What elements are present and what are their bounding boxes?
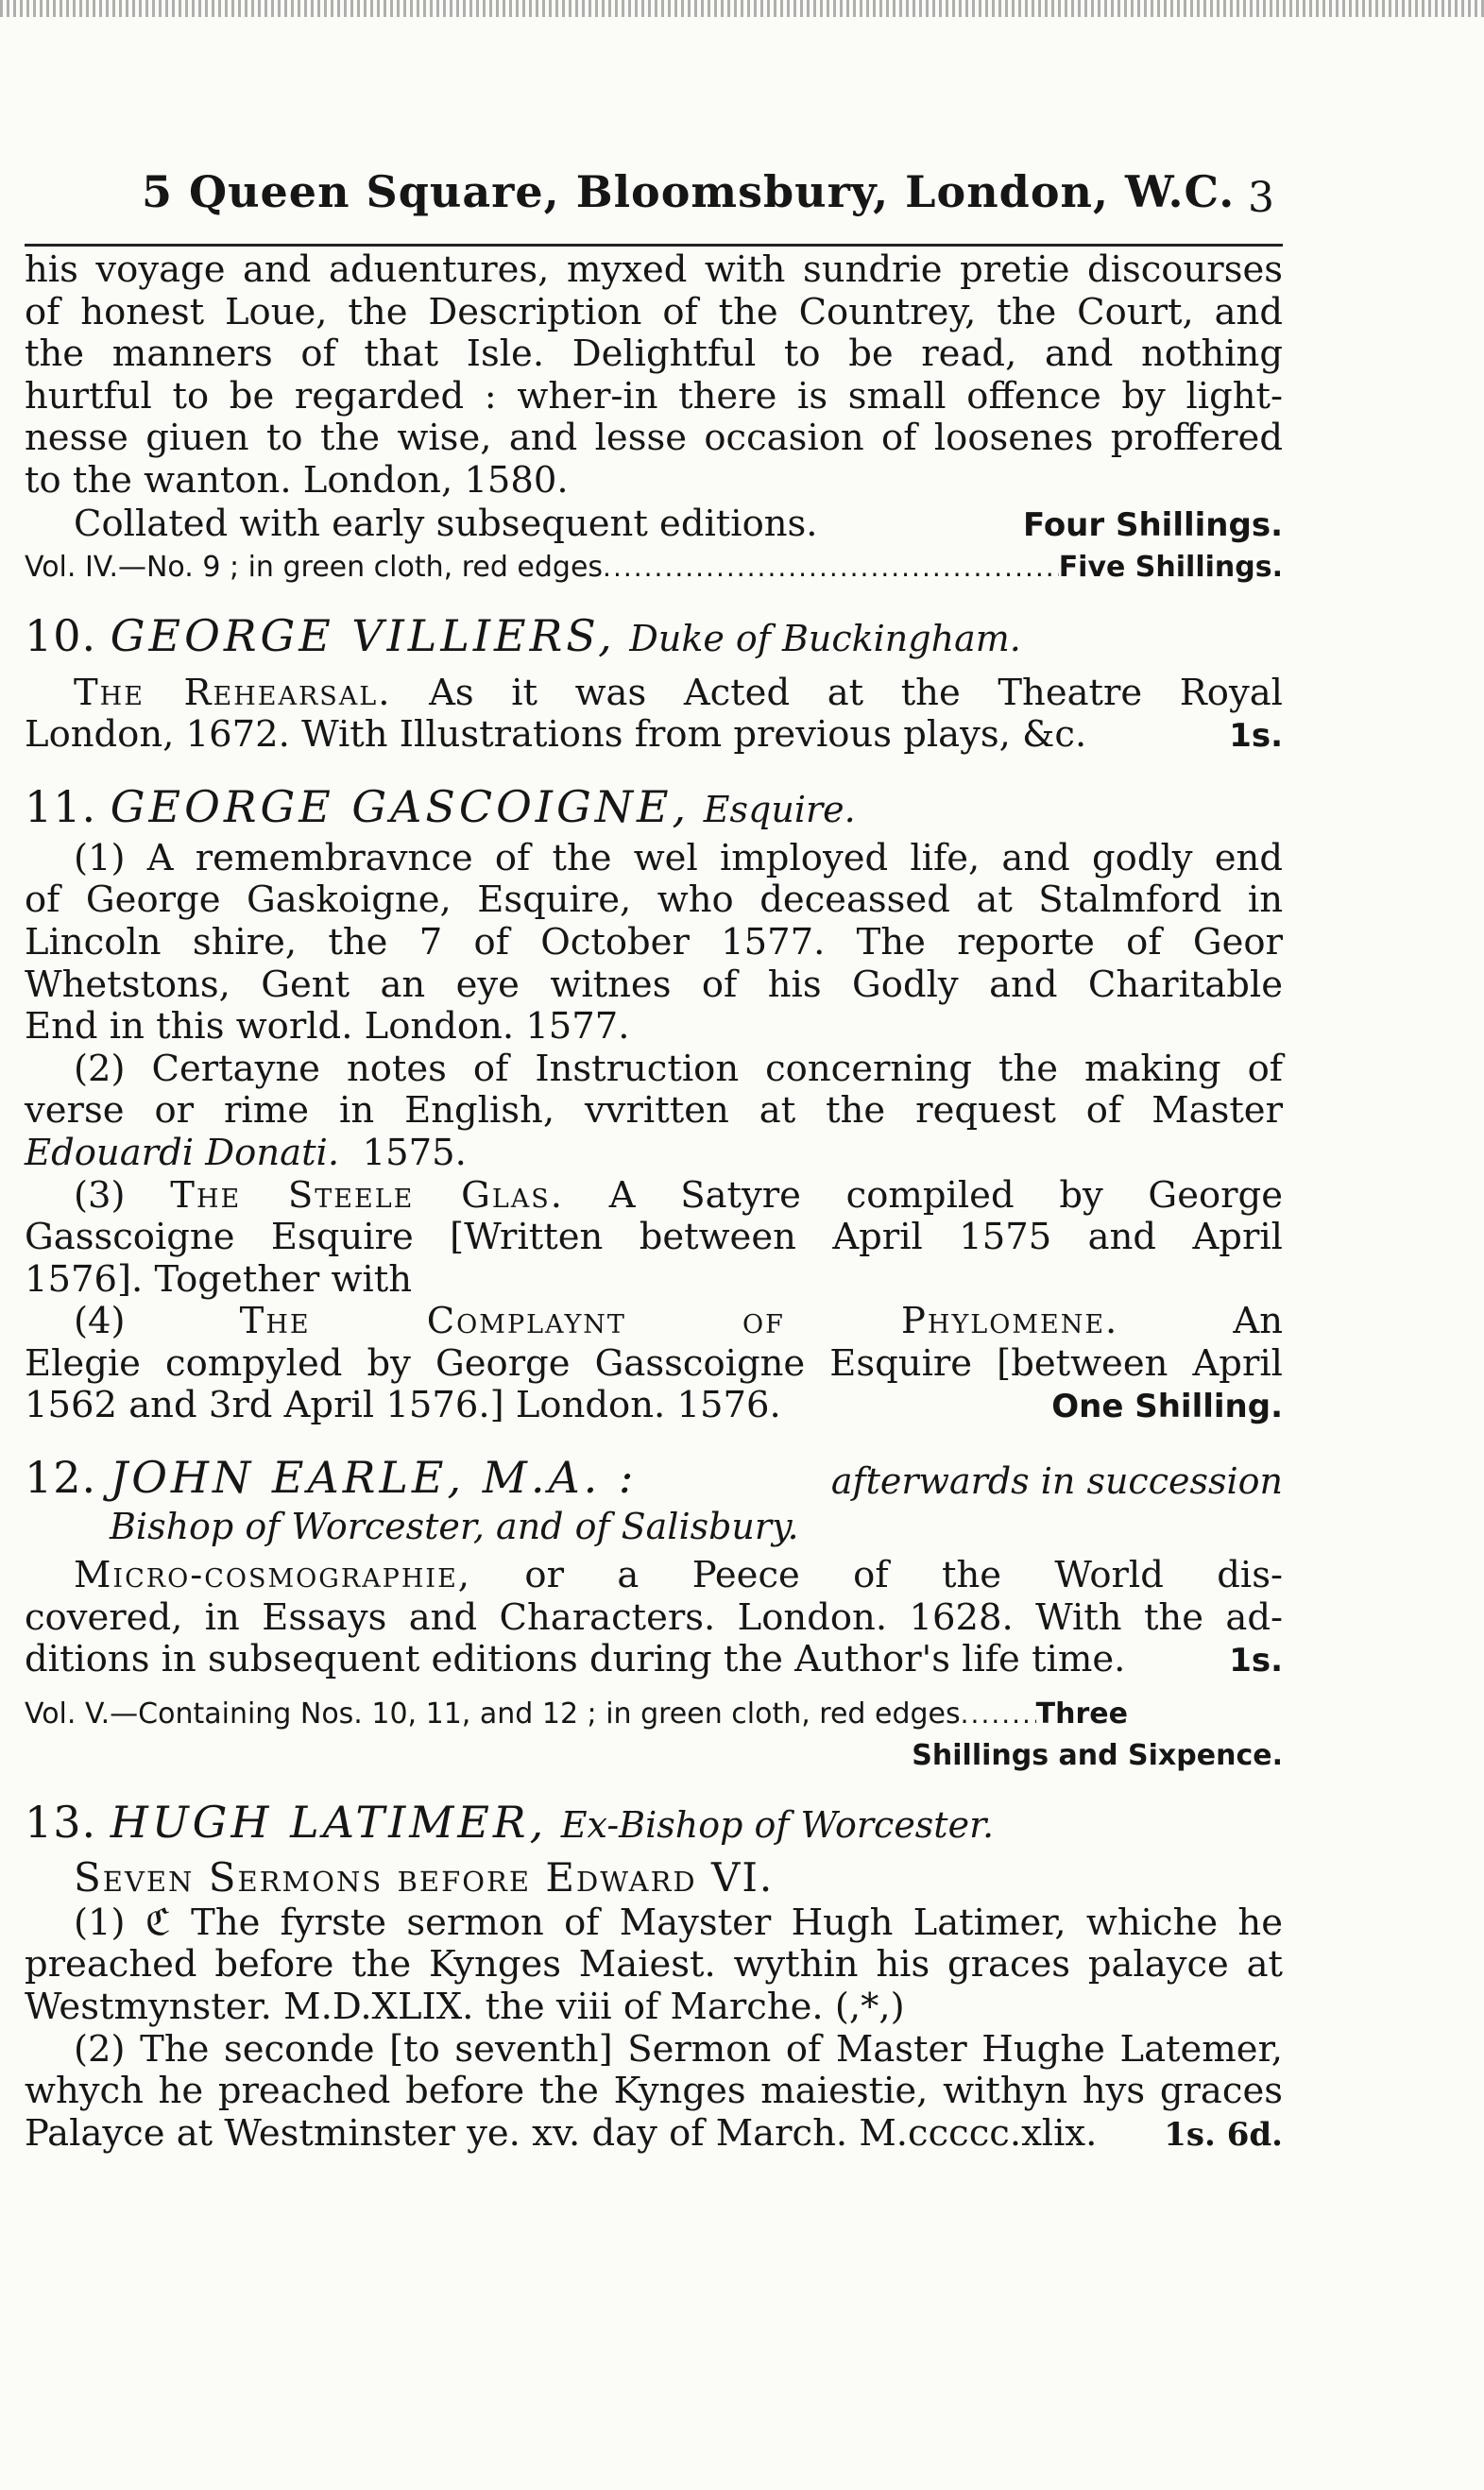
entry-number: 12.: [25, 1452, 97, 1504]
text-line: hurtful to be regarded : wher-in there is small offence by light-: [25, 374, 1283, 418]
entry-number: 11.: [25, 780, 97, 832]
text-segment: (4): [74, 1300, 126, 1343]
text-line: Westmynster. M.D.XLIX. the viii of Marche. (,*,): [25, 1986, 905, 2029]
text-line: of honest Loue, the Description of the Countrey, the Court, and: [25, 290, 1283, 333]
entry11-price: One Shilling.: [1051, 1388, 1283, 1426]
text-line: his voyage and aduentures, myxed with sundrie pretie discourses: [25, 248, 1283, 291]
text-line: nesse giuen to the wise, and lesse occasion of loosenes proffered: [25, 417, 1283, 460]
text-line: [25, 1385, 1283, 1428]
header-rule: [25, 244, 1283, 247]
entry13-work-title: [25, 1853, 1283, 1902]
text-line: End in this world. London. 1577.: [25, 1005, 630, 1049]
entry10-price: 1s.: [1229, 717, 1283, 756]
entry10-heading: [25, 607, 1283, 667]
leader-dots: [603, 547, 1059, 588]
page-number: 3: [1248, 174, 1275, 222]
text-line: (2) The seconde [to seventh] Sermon of Master Hughe Latemer,: [74, 2027, 1283, 2071]
text-line: Elegie compyled by George Gasscoigne Esquire [between April: [25, 1341, 1283, 1385]
italic-name: Edouardi Donati.: [25, 1131, 340, 1174]
text-line: [25, 1639, 1283, 1682]
entry9-description: [25, 249, 1283, 503]
text-segment: or a Peece of the World dis-: [524, 1554, 1283, 1597]
vol5-price-part1: Three: [1035, 1697, 1128, 1731]
page-header-title: 5 Queen Square, Bloomsbury, London, W.C.: [142, 166, 1236, 217]
entry9-price: Four Shillings.: [1022, 505, 1283, 544]
text-line: [25, 1133, 1283, 1175]
text-segment: A Satyre compiled by George: [608, 1173, 1283, 1217]
entry12-heading: [25, 1449, 1283, 1506]
entry11-item3: [25, 1175, 1283, 1302]
entry12-description: [25, 1555, 1283, 1682]
text-line: [25, 1301, 1283, 1343]
text-segment: An: [1233, 1300, 1284, 1343]
work-title: Seven Sermons before Edward VI.: [74, 1853, 775, 1901]
entry-author-title: afterwards in succession: [830, 1460, 1283, 1503]
text-line: (2) Certayne notes of Instruction concerning the making of: [74, 1047, 1283, 1090]
text-line: covered, in Essays and Characters. London. 1628. With the ad-: [25, 1595, 1283, 1639]
text-segment: ditions in subsequent editions during the Author's life time.: [25, 1638, 1126, 1681]
text-line: verse or rime in English, vvritten at the request of Master: [25, 1089, 1283, 1133]
vol4-price: Five Shillings.: [1058, 550, 1283, 584]
text-line: (1) ℭ The fyrste sermon of Mayster Hugh Latimer, whiche he: [74, 1901, 1283, 1944]
entry13-item2: [25, 2029, 1283, 2157]
text-line: 1576]. Together with: [25, 1257, 413, 1301]
text-line: [25, 714, 1283, 758]
text-line: [25, 2113, 1283, 2157]
vol5-price-part2: Shillings and Sixpence.: [912, 1738, 1283, 1772]
running-head: [142, 166, 1275, 232]
text-line: whych he preached before the Kynges maiestie, withyn hys graces: [25, 2070, 1283, 2113]
page-body: [25, 249, 1283, 2156]
text-line: of George Gaskoigne, Esquire, who deceassed at Stalmford in: [25, 878, 1283, 922]
entry-author: JOHN EARLE, M.A. :: [110, 1452, 638, 1504]
entry12-heading-line2: [25, 1506, 1283, 1547]
entry11-item4: [25, 1301, 1283, 1428]
text-line: to the wanton. London, 1580.: [25, 458, 569, 502]
collated-note: Collated with early subsequent editions.: [74, 502, 818, 545]
entry-author: GEORGE GASCOIGNE,: [110, 780, 691, 832]
work-title: The Steele Glas.: [170, 1173, 564, 1217]
vol5-line2: [25, 1735, 1283, 1777]
work-title: The Complaynt of Phylomene.: [239, 1300, 1119, 1343]
work-title: Micro-cosmographie,: [74, 1554, 472, 1597]
scan-edge: [0, 0, 1484, 17]
text-line: Whetstons, Gent an eye witnes of his Godly and Charitable: [25, 963, 1283, 1006]
text-line: [25, 673, 1283, 715]
text-segment: As it was Acted at the Theatre Royal: [429, 671, 1283, 714]
vol4-line: [25, 547, 1283, 588]
text-line: (1) A remembravnce of the wel imployed life, and godly end: [74, 836, 1283, 879]
vol5-line: [25, 1694, 1283, 1735]
entry11-item2: [25, 1049, 1283, 1175]
entry-number: 13.: [25, 1796, 97, 1848]
vol4-label: Vol. IV.—No. 9 ; in green cloth, red edges: [25, 550, 604, 584]
entry-author-title: Ex-Bishop of Worcester.: [560, 1803, 995, 1846]
text-segment: London, 1672. With Illustrations from previous plays, &c.: [25, 713, 1087, 757]
vol5-label: Vol. V.—Containing Nos. 10, 11, and 12 ; in green cloth, red edges: [25, 1697, 961, 1731]
entry13-price: 1s. 6d.: [1164, 2115, 1283, 2154]
text-line: the manners of that Isle. Delightful to be read, and nothing: [25, 333, 1283, 376]
text-segment: 1575.: [362, 1131, 467, 1174]
text-line: preached before the Kynges Maiest. wythin his graces palayce at: [25, 1943, 1283, 1987]
entry-author-title: Duke of Buckingham.: [629, 617, 1021, 659]
text-line: Lincoln shire, the 7 of October 1577. The reporte of Geor: [25, 920, 1283, 964]
entry13-heading: [25, 1794, 1283, 1853]
entry-author-title: Bishop of Worcester, and of Salisbury.: [110, 1506, 799, 1548]
entry11-item1: [25, 838, 1283, 1049]
entry-author: GEORGE VILLIERS,: [110, 609, 616, 661]
leader-dots: [961, 1694, 1036, 1735]
text-line: [25, 1175, 1283, 1218]
text-segment: 1562 and 3rd April 1576.] London. 1576.: [25, 1384, 781, 1427]
text-line: [25, 1555, 1283, 1597]
entry9-collated-row: [25, 503, 1283, 547]
entry-author: HUGH LATIMER,: [110, 1796, 548, 1848]
entry13-item1: [25, 1902, 1283, 2029]
text-line: Gasscoigne Esquire [Written between April 1575 and April: [25, 1216, 1283, 1259]
entry11-heading: [25, 778, 1283, 838]
work-title: The Rehearsal.: [74, 671, 392, 714]
entry-author-title: Esquire.: [703, 788, 856, 830]
entry12-price: 1s.: [1229, 1642, 1283, 1680]
text-segment: Palayce at Westminster ye. xv. day of March. M.ccccc.xlix.: [25, 2111, 1098, 2155]
text-segment: (3): [74, 1173, 126, 1217]
entry10-description: [25, 673, 1283, 758]
entry-number: 10.: [25, 609, 97, 661]
